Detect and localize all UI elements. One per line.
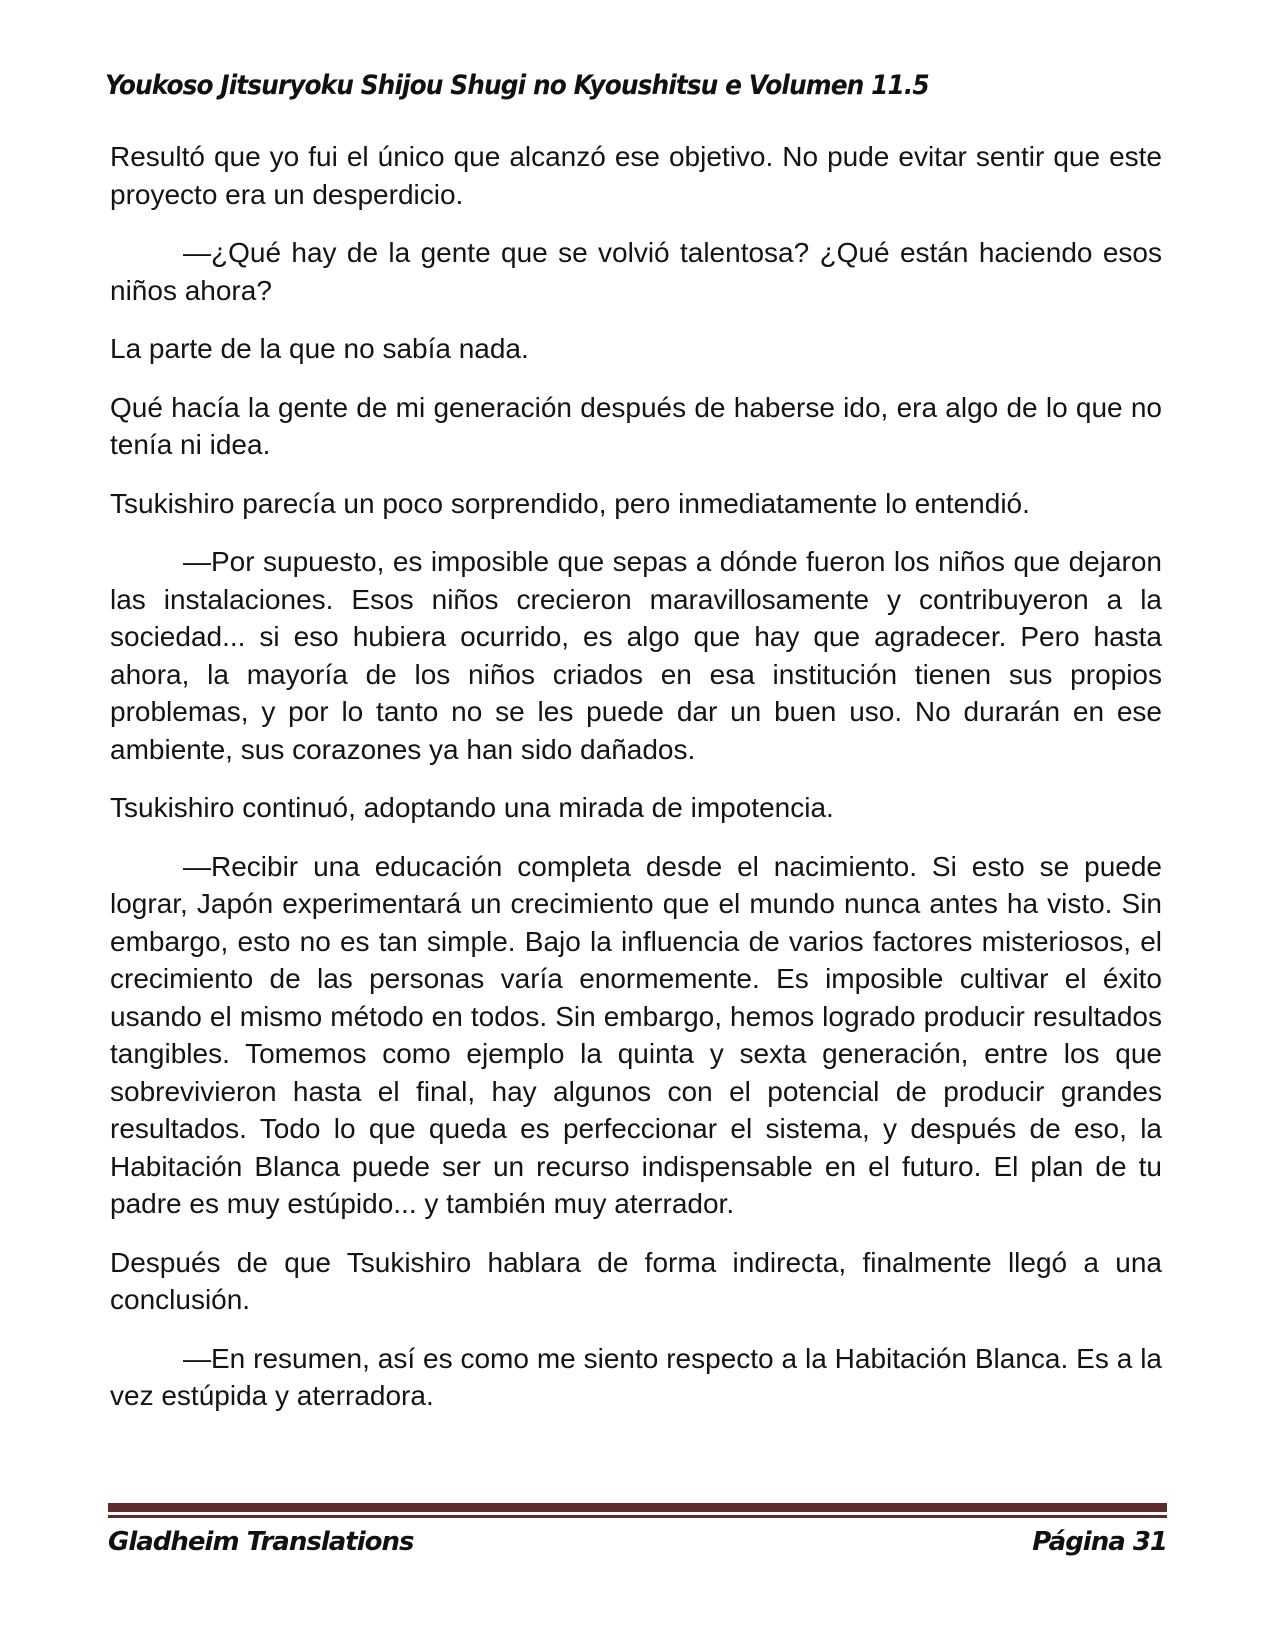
paragraph: La parte de la que no sabía nada. xyxy=(110,333,529,364)
footer-page-number: Página 31 xyxy=(1032,1527,1167,1557)
paragraph-dialogue: —En resumen, así es como me siento respecto a la Habitación Blanca. Es a la vez estúpida y aterradora. xyxy=(110,1342,1162,1411)
paragraph: Tsukishiro parecía un poco sorprendido, pero inmediatamente lo entendió. xyxy=(110,487,1030,519)
document-title: Youkoso Jitsuryoku Shijou Shugi no Kyoushitsu e Volumen 11.5 xyxy=(105,70,929,101)
footer-rule-thin xyxy=(108,1515,1167,1518)
paragraph: Resultó que yo fui el único que alcanzó ese objetivo. No pude evitar sentir que este proyecto era un desperdicio. xyxy=(110,141,1162,210)
footer-translator: Gladheim Translations xyxy=(108,1527,414,1557)
footer-rule-thick xyxy=(108,1503,1167,1512)
paragraph-dialogue: —Por supuesto, es imposible que sepas a dónde fueron los niños que dejaron las instalaciones. Esos niños crecieron maravillosamente y contribuyeron a la sociedad... si eso hubiera ocurrido, es algo que hay que agradecer. Pero hasta ahora, la mayoría de los niños criados en esa institución tienen sus propios problemas, y por lo tanto no se les puede dar un buen uso. No durarán en ese ambiente, sus corazones ya han sido dañados. xyxy=(110,546,1162,765)
paragraph-dialogue: —Recibir una educación completa desde el nacimiento. Si esto se puede lograr, Japón experimentará un crecimiento que el mundo nunca antes ha visto. Sin embargo, esto no es tan simple. Bajo la influencia de varios factores misteriosos, el crecimiento de las personas varía enormemente. Es imposible cultivar el éxito usando el mismo método en todos. Sin embargo, hemos logrado producir resultados tangibles. Tomemos como ejemplo la quinta y sexta generación, entre los que sobrevivieron hasta el final, hay algunos con el potencial de producir grandes resultados. Todo lo que queda es perfeccionar el sistema, y después de eso, la Habitación Blanca puede ser un recurso indispensable en el futuro. El plan de tu padre es muy estúpido... y también muy aterrador. xyxy=(110,850,1162,1219)
paragraph: Tsukishiro continuó, adoptando una mirada de impotencia. xyxy=(110,792,834,823)
paragraph: Después de que Tsukishiro hablara de forma indirecta, finalmente llegó a una conclusión. xyxy=(110,1246,1162,1315)
paragraph-dialogue: —¿Qué hay de la gente que se volvió talentosa? ¿Qué están haciendo esos niños ahora? xyxy=(110,237,1162,306)
document-body xyxy=(110,138,1162,1436)
paragraph: Qué hacía la gente de mi generación después de haberse ido, era algo de lo que no tenía ni idea. xyxy=(110,391,1162,460)
document-header xyxy=(105,70,1165,101)
document-footer xyxy=(108,1503,1167,1557)
